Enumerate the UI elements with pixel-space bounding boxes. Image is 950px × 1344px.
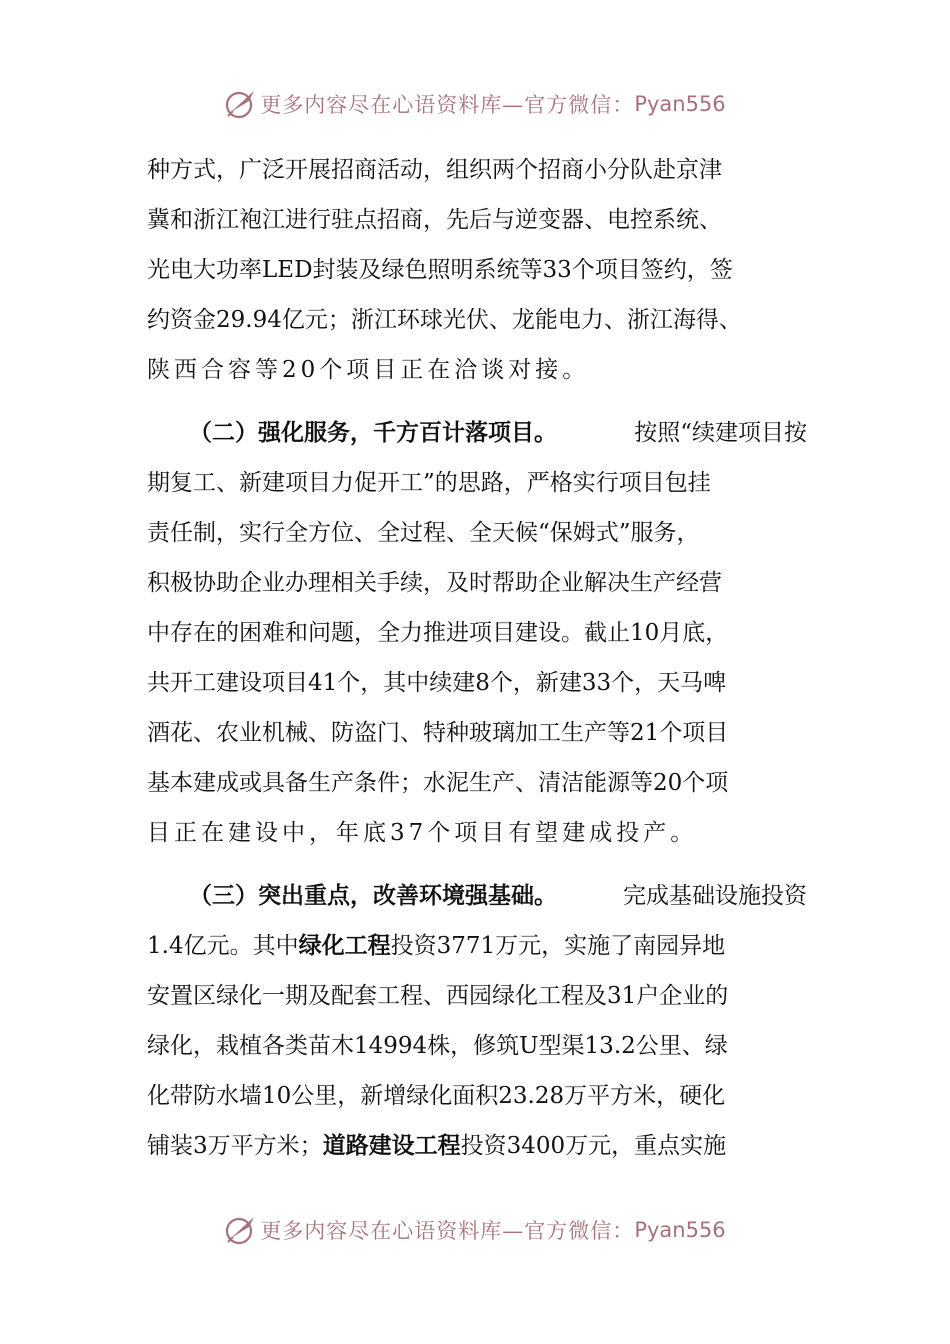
text-line: 冀和浙江袍江进行驻点招商，先后与逆变器、电控系统、 bbox=[147, 207, 722, 233]
quill-logo-icon bbox=[224, 87, 258, 121]
text-line: 积极协助企业办理相关手续，及时帮助企业解决生产经营 bbox=[147, 570, 722, 596]
greening-project-term: 绿化工程 bbox=[298, 932, 391, 959]
text-line: 基本建成或具备生产条件；水泥生产、清洁能源等20个项 bbox=[147, 770, 729, 796]
text-line: 化带防水墙10公里，新增绿化面积23.28万平方米，硬化 bbox=[147, 1083, 726, 1109]
text-line: 目正在建设中，年底37个项目有望建成投产。 bbox=[147, 820, 698, 846]
text-line: 光电大功率LED封装及绿色照明系统等33个项目签约，签 bbox=[147, 257, 733, 283]
text-line: 铺装3万平方米；道路建设工程投资3400万元，重点实施 bbox=[147, 1126, 807, 1166]
footer-watermark-banner bbox=[0, 1212, 950, 1248]
header-watermark-banner bbox=[0, 86, 950, 122]
section-heading-3: （三）突出重点，改善环境强基础。 bbox=[189, 882, 557, 909]
banner-wechat-id: Pyan556 bbox=[634, 92, 726, 116]
quill-logo-icon bbox=[224, 1213, 258, 1247]
text-line: 期复工、新建项目力促开工”的思路，严格实行项目包挂 bbox=[147, 470, 711, 496]
paragraph-heading-line: （二）强化服务，千方百计落项目。 按照“续建项目按 bbox=[147, 413, 807, 453]
text-line: 安置区绿化一期及配套工程、西园绿化工程及31户企业的 bbox=[147, 983, 729, 1009]
road-project-term: 道路建设工程 bbox=[322, 1132, 461, 1159]
text-line: 1.4亿元。其中绿化工程投资3771万元，实施了南园异地 bbox=[147, 926, 807, 966]
text-line: 酒花、农业机械、防盗门、特种玻璃加工生产等21个项目 bbox=[147, 720, 729, 746]
text-line: 责任制，实行全方位、全过程、全天候“保姆式”服务， bbox=[147, 520, 700, 546]
text-line: 共开工建设项目41个，其中续建8个，新建33个，天马啤 bbox=[147, 670, 727, 696]
text-line: 种方式，广泛开展招商活动，组织两个招商小分队赴京津 bbox=[147, 157, 722, 183]
text-line: 约资金29.94亿元；浙江环球光伏、龙能电力、浙江海得、 bbox=[147, 307, 742, 333]
paragraph-heading-line: （三）突出重点，改善环境强基础。 完成基础设施投资 bbox=[147, 876, 807, 916]
banner-wechat-id: Pyan556 bbox=[634, 1218, 726, 1242]
text-line: 中存在的困难和问题，全力推进项目建设。截止10月底， bbox=[147, 620, 729, 646]
banner-text: 更多内容尽在心语资料库—官方微信： bbox=[260, 93, 635, 117]
banner-text: 更多内容尽在心语资料库—官方微信： bbox=[260, 1219, 635, 1243]
section-heading-2: （二）强化服务，千方百计落项目。 bbox=[189, 419, 557, 446]
text-line: 陕西合容等20个项目正在洽谈对接。 bbox=[147, 357, 590, 383]
text-line: 绿化，栽植各类苗木14994株，修筑U型渠13.2公里、绿 bbox=[147, 1033, 728, 1059]
